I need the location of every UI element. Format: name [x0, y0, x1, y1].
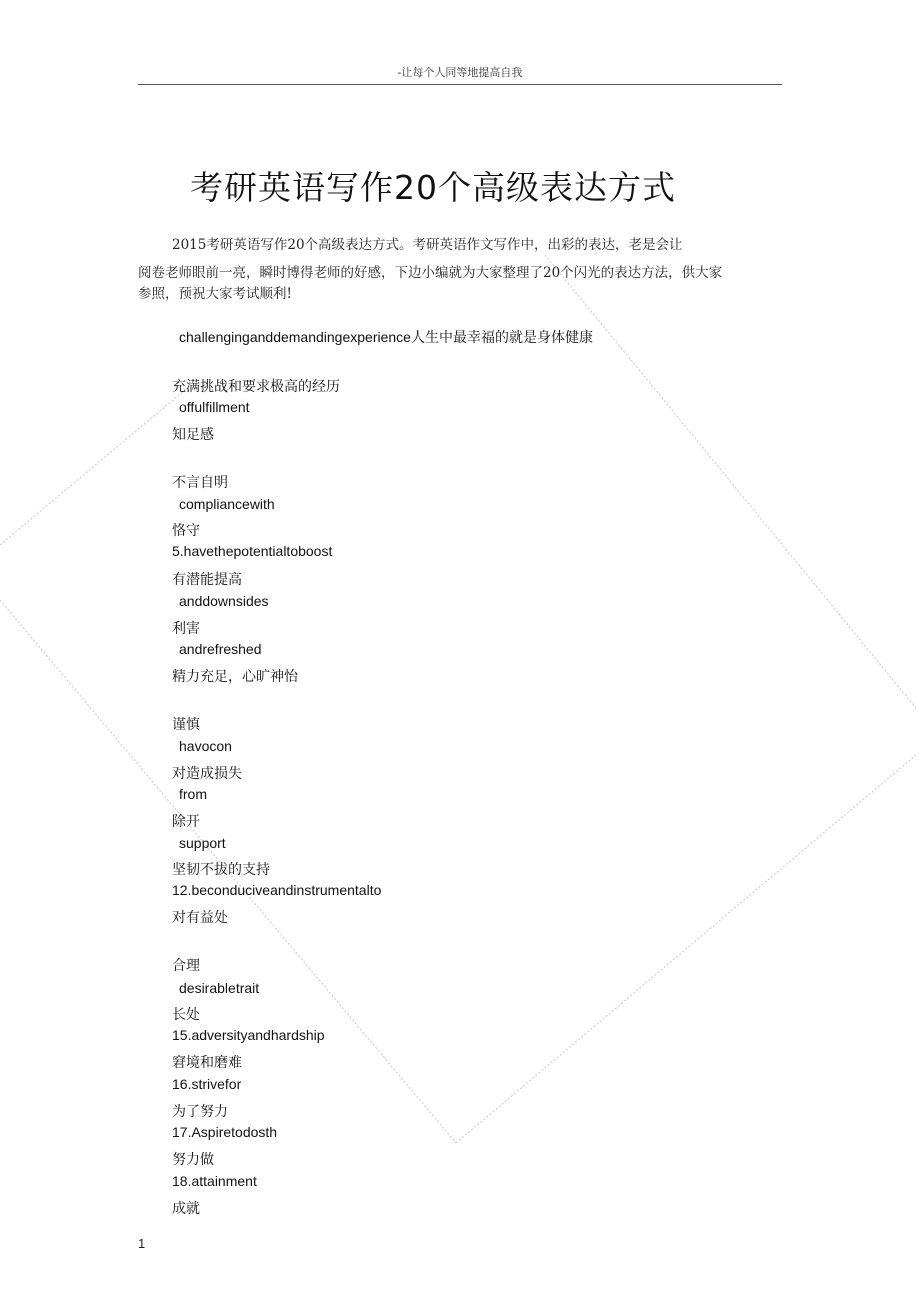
- header-divider: [138, 84, 782, 85]
- intro-line-3: 参照，预祝大家考试顺利!: [138, 286, 292, 302]
- phrase-chinese: 有潜能提高: [172, 572, 242, 588]
- phrase-chinese: 坚韧不拔的支持: [172, 862, 270, 878]
- phrase-chinese: 精力充足，心旷神怡: [172, 669, 298, 685]
- phrase-english: 16.strivefor: [172, 1076, 242, 1092]
- phrase-chinese: 不言自明: [172, 475, 228, 491]
- page-header: -让每个人同等地提高自我: [397, 66, 523, 79]
- document-title: 考研英语写作20个高级表达方式: [190, 168, 676, 207]
- phrase-english: support: [179, 835, 226, 851]
- phrase-chinese: 窘境和磨难: [172, 1055, 242, 1071]
- phrase-chinese: 利害: [172, 621, 200, 637]
- phrase-english: desirabletrait: [179, 980, 260, 996]
- phrase-english: andrefreshed: [179, 641, 262, 657]
- phrase-chinese: 恪守: [172, 523, 200, 539]
- phrase-chinese: 充满挑战和要求极高的经历: [172, 379, 340, 395]
- phrase-chinese: 对有益处: [172, 910, 228, 926]
- phrase-english: 5.havethepotentialtoboost: [172, 543, 333, 559]
- phrase-chinese: 谨慎: [172, 717, 200, 733]
- phrase-chinese: 知足感: [172, 427, 214, 443]
- phrase-english: from: [179, 786, 207, 802]
- phrase-chinese: 努力做: [172, 1152, 214, 1168]
- phrase-chinese: 长处: [172, 1007, 200, 1023]
- phrase-chinese: 除开: [172, 814, 200, 830]
- phrase-chinese: 为了努力: [172, 1104, 228, 1120]
- phrase-english: anddownsides: [179, 593, 269, 609]
- phrase-chinese: 对造成损失: [172, 766, 242, 782]
- phrase-english: compliancewith: [179, 496, 275, 512]
- phrase-chinese: 合理: [172, 958, 200, 974]
- intro-line-2: 阅卷老师眼前一亮，瞬时博得老师的好感，下边小编就为大家整理了20个闪光的表达方法，供大家: [138, 265, 723, 281]
- phrase-english: offulfillment: [179, 399, 250, 415]
- phrase-english: 18.attainment: [172, 1173, 257, 1189]
- intro-line-1: 2015考研英语写作20个高级表达方式。考研英语作文写作中，出彩的表达，老是会让: [172, 237, 683, 253]
- page-number: 1: [138, 1236, 146, 1251]
- phrase-english: challenginganddemandingexperience人生中最幸福的就是身体健康: [179, 329, 593, 345]
- phrase-english: 17.Aspiretodosth: [172, 1124, 278, 1140]
- phrase-english: havocon: [179, 738, 232, 754]
- phrase-chinese: 成就: [172, 1201, 200, 1217]
- phrase-english: 15.adversityandhardship: [172, 1027, 325, 1043]
- phrase-english: 12.beconduciveandinstrumentalto: [172, 882, 382, 898]
